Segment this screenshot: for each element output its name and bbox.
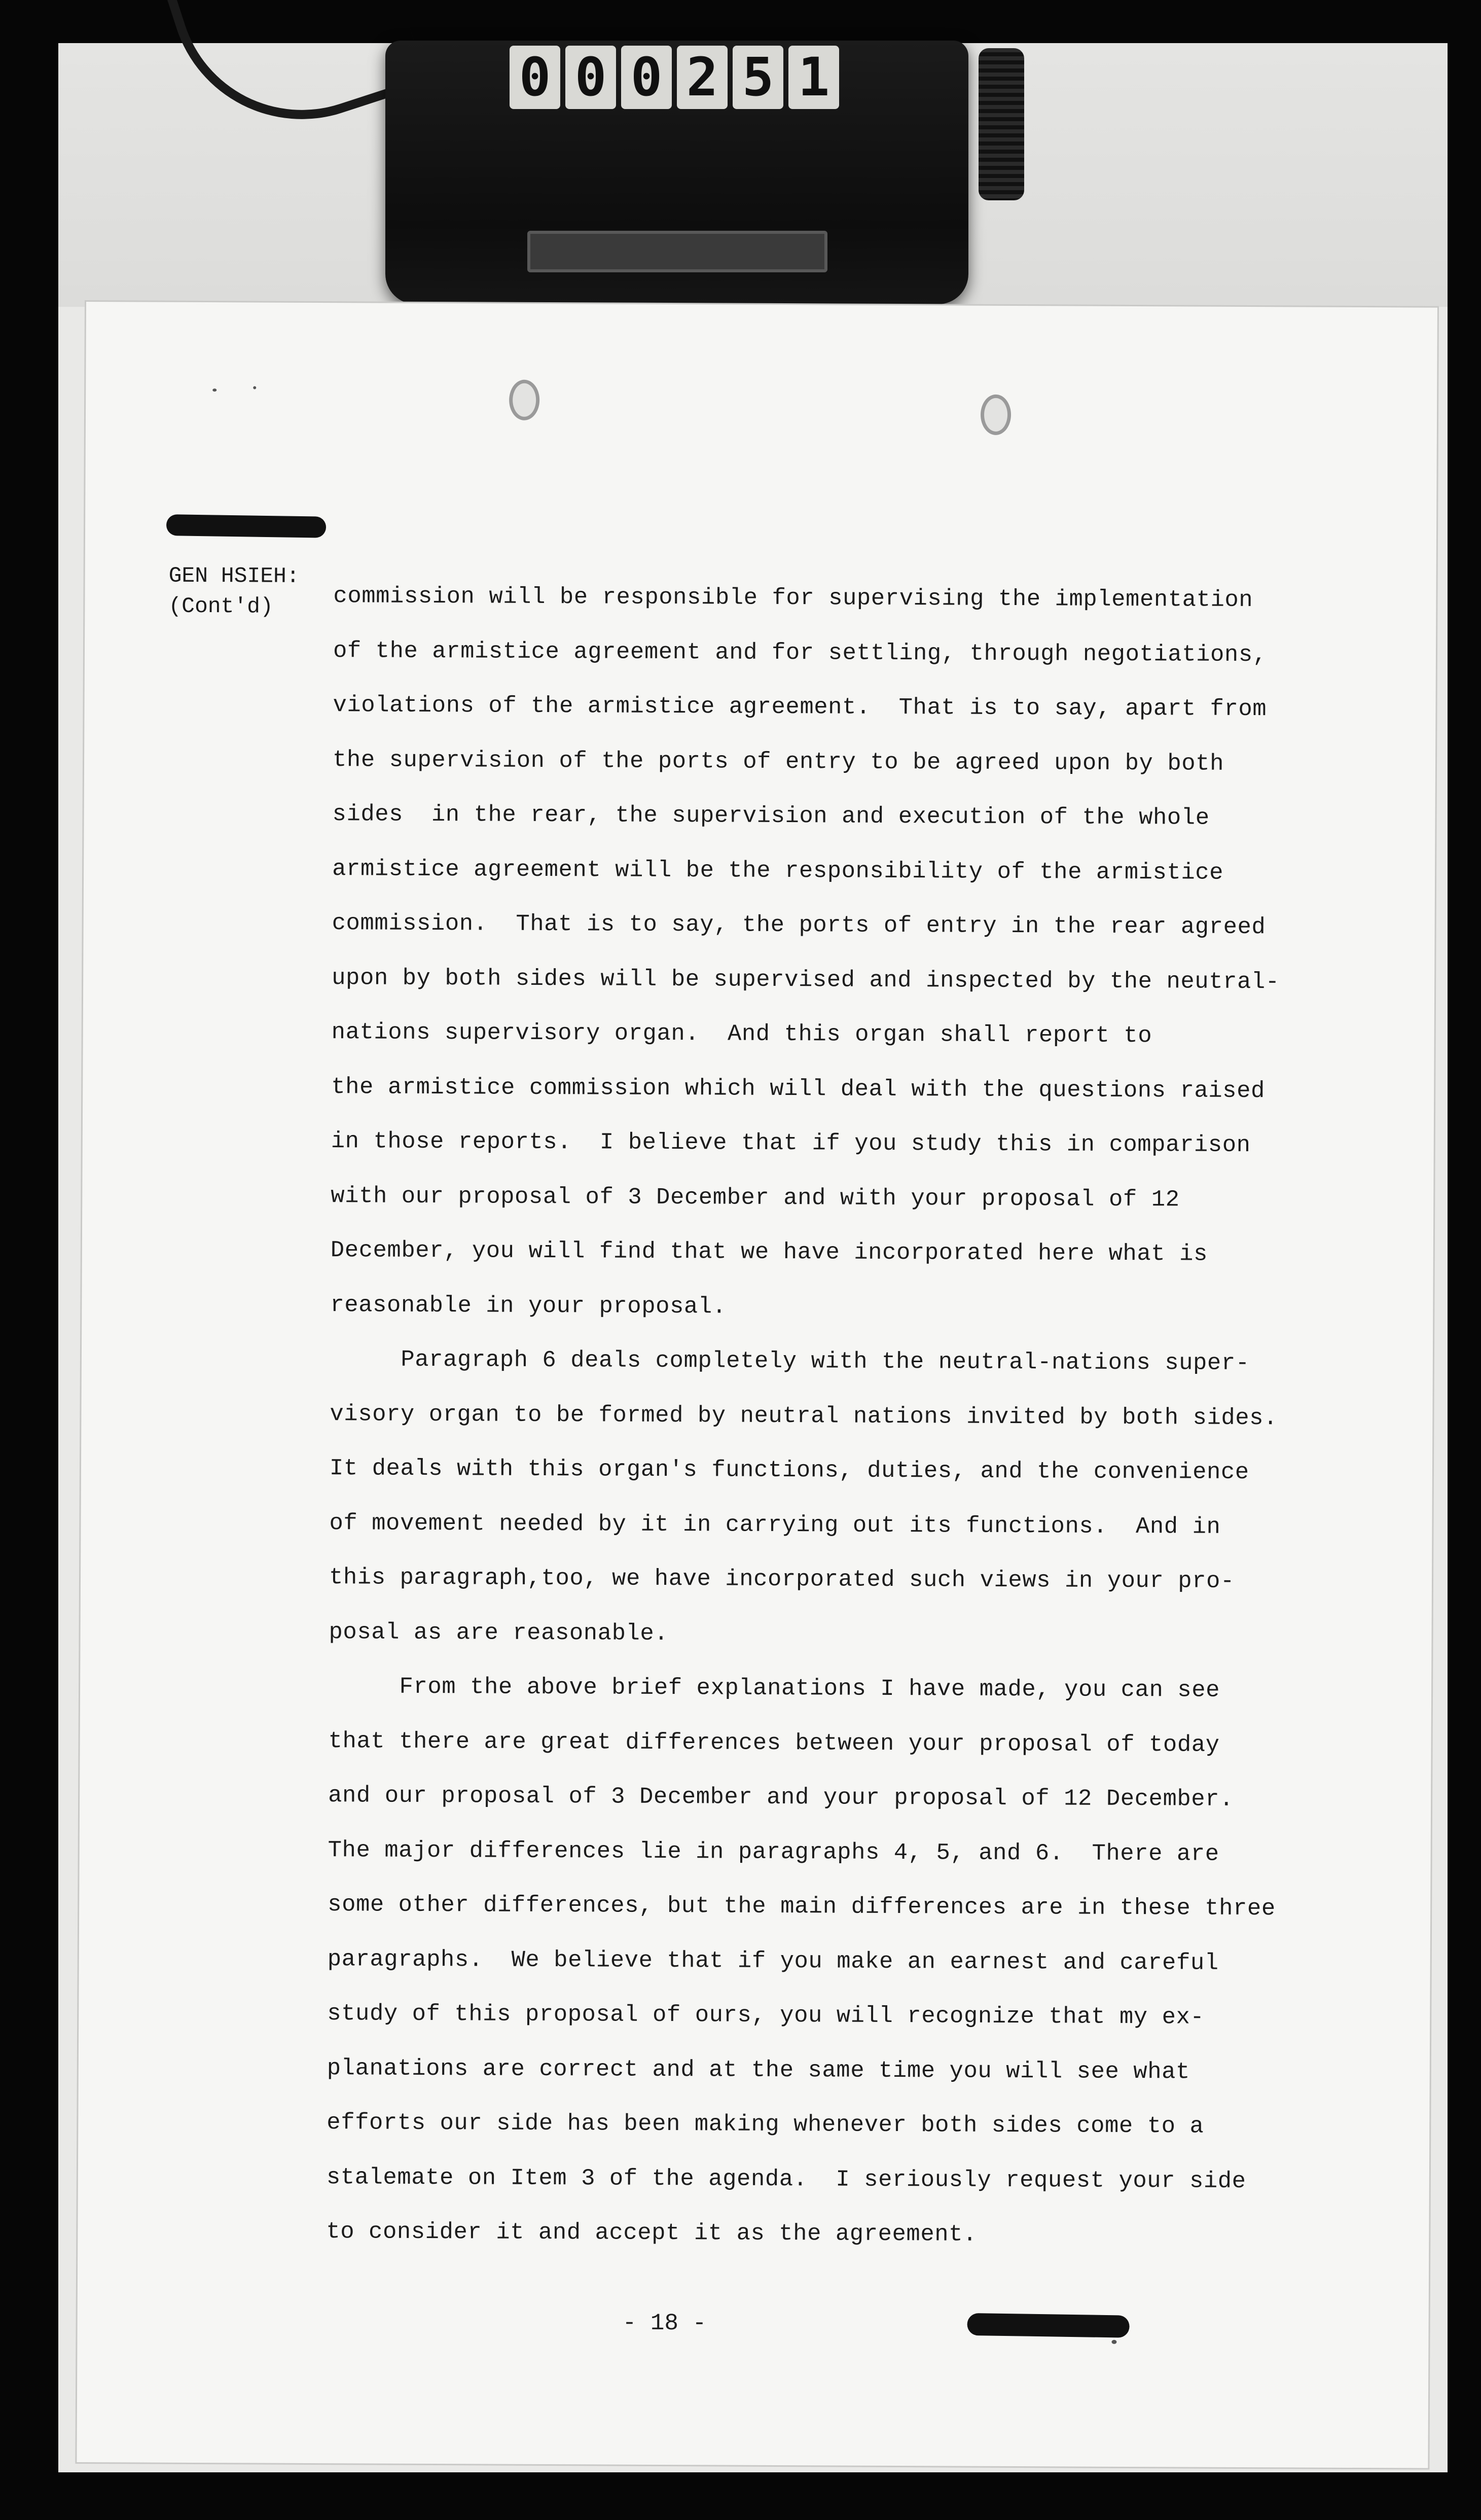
text-line: with our proposal of 3 December and with your proposal of 12 — [331, 1182, 1180, 1213]
text-line: the armistice commission which will deal with the questions raised — [331, 1073, 1266, 1104]
text-line: violations of the armistice agreement. That is to say, apart from — [333, 692, 1267, 723]
speaker-label — [168, 561, 300, 622]
text-line: stalemate on Item 3 of the agenda. I seriously request your side — [326, 2163, 1246, 2194]
counter-digit: 1 — [788, 46, 839, 109]
counter-digit: 0 — [565, 46, 616, 109]
text-line: efforts our side has been making whenever both sides come to a — [327, 2109, 1204, 2140]
text-line: of the armistice agreement and for settling, through negotiations, — [333, 637, 1267, 668]
film-speck — [212, 388, 216, 392]
speaker-name: GEN HSIEH: — [168, 563, 300, 589]
text-line: posal as are reasonable. — [329, 1618, 669, 1647]
text-line: It deals with this organ's functions, duties, and the convenience — [329, 1455, 1249, 1486]
text-line: From the above brief explanations I have made, you can see — [328, 1673, 1220, 1703]
punch-hole — [981, 395, 1011, 435]
text-line: commission will be responsible for supervising the implementation — [333, 583, 1253, 614]
text-line: the supervision of the ports of entry to be agreed upon by both — [332, 746, 1224, 777]
counter-digit: 0 — [621, 46, 672, 109]
text-line: study of this proposal of ours, you will recognize that my ex- — [327, 2000, 1205, 2031]
text-line: paragraphs. We believe that if you make an earnest and careful — [327, 1945, 1219, 1976]
counter-digit: 2 — [677, 46, 728, 109]
redaction-mark — [166, 514, 327, 538]
text-line: to consider it and accept it as the agreement. — [326, 2218, 978, 2248]
text-line: sides in the rear, the supervision and execution of the whole — [332, 801, 1210, 831]
text-line: The major differences lie in paragraphs 4, 5, and 6. There are — [328, 1836, 1219, 1867]
counter-digit: 5 — [733, 46, 783, 109]
counter-knob — [979, 48, 1024, 200]
text-line: armistice agreement will be the responsibility of the armistice — [332, 855, 1224, 886]
text-line: of movement needed by it in carrying out its functions. And in — [329, 1509, 1221, 1540]
text-line: and our proposal of 3 December and your proposal of 12 December. — [328, 1782, 1234, 1813]
film-speck — [1111, 2340, 1116, 2344]
text-line: in those reports. I believe that if you study this in comparison — [331, 1128, 1251, 1159]
frame-counter-digits — [510, 46, 839, 109]
speaker-continued: (Cont'd) — [168, 593, 273, 619]
text-line: reasonable in your proposal. — [330, 1291, 727, 1320]
transcript-body — [326, 569, 1348, 2263]
counter-label-slot — [527, 231, 827, 272]
page-number: - 18 - — [622, 2310, 707, 2337]
text-line: Paragraph 6 deals completely with the neutral-nations super- — [330, 1346, 1250, 1377]
text-line: planations are correct and at the same time you will see what — [327, 2054, 1190, 2085]
text-line: upon by both sides will be supervised and inspected by the neutral- — [332, 964, 1280, 995]
document-page — [77, 302, 1437, 2468]
counter-digit: 0 — [510, 46, 560, 109]
punch-hole — [509, 380, 539, 420]
text-line: that there are great differences between your proposal of today — [328, 1727, 1220, 1758]
text-line: commission. That is to say, the ports of entry in the rear agreed — [332, 910, 1266, 941]
text-line: some other differences, but the main differences are in these three — [328, 1891, 1276, 1922]
text-line: visory organ to be formed by neutral nations invited by both sides. — [330, 1400, 1278, 1431]
text-line: nations supervisory organ. And this organ shall report to — [331, 1019, 1152, 1049]
redaction-mark — [967, 2313, 1130, 2338]
text-line: December, you will find that we have incorporated here what is — [330, 1237, 1208, 1267]
text-line: this paragraph,too, we have incorporated such views in your pro- — [329, 1564, 1235, 1594]
film-speck — [253, 386, 256, 389]
